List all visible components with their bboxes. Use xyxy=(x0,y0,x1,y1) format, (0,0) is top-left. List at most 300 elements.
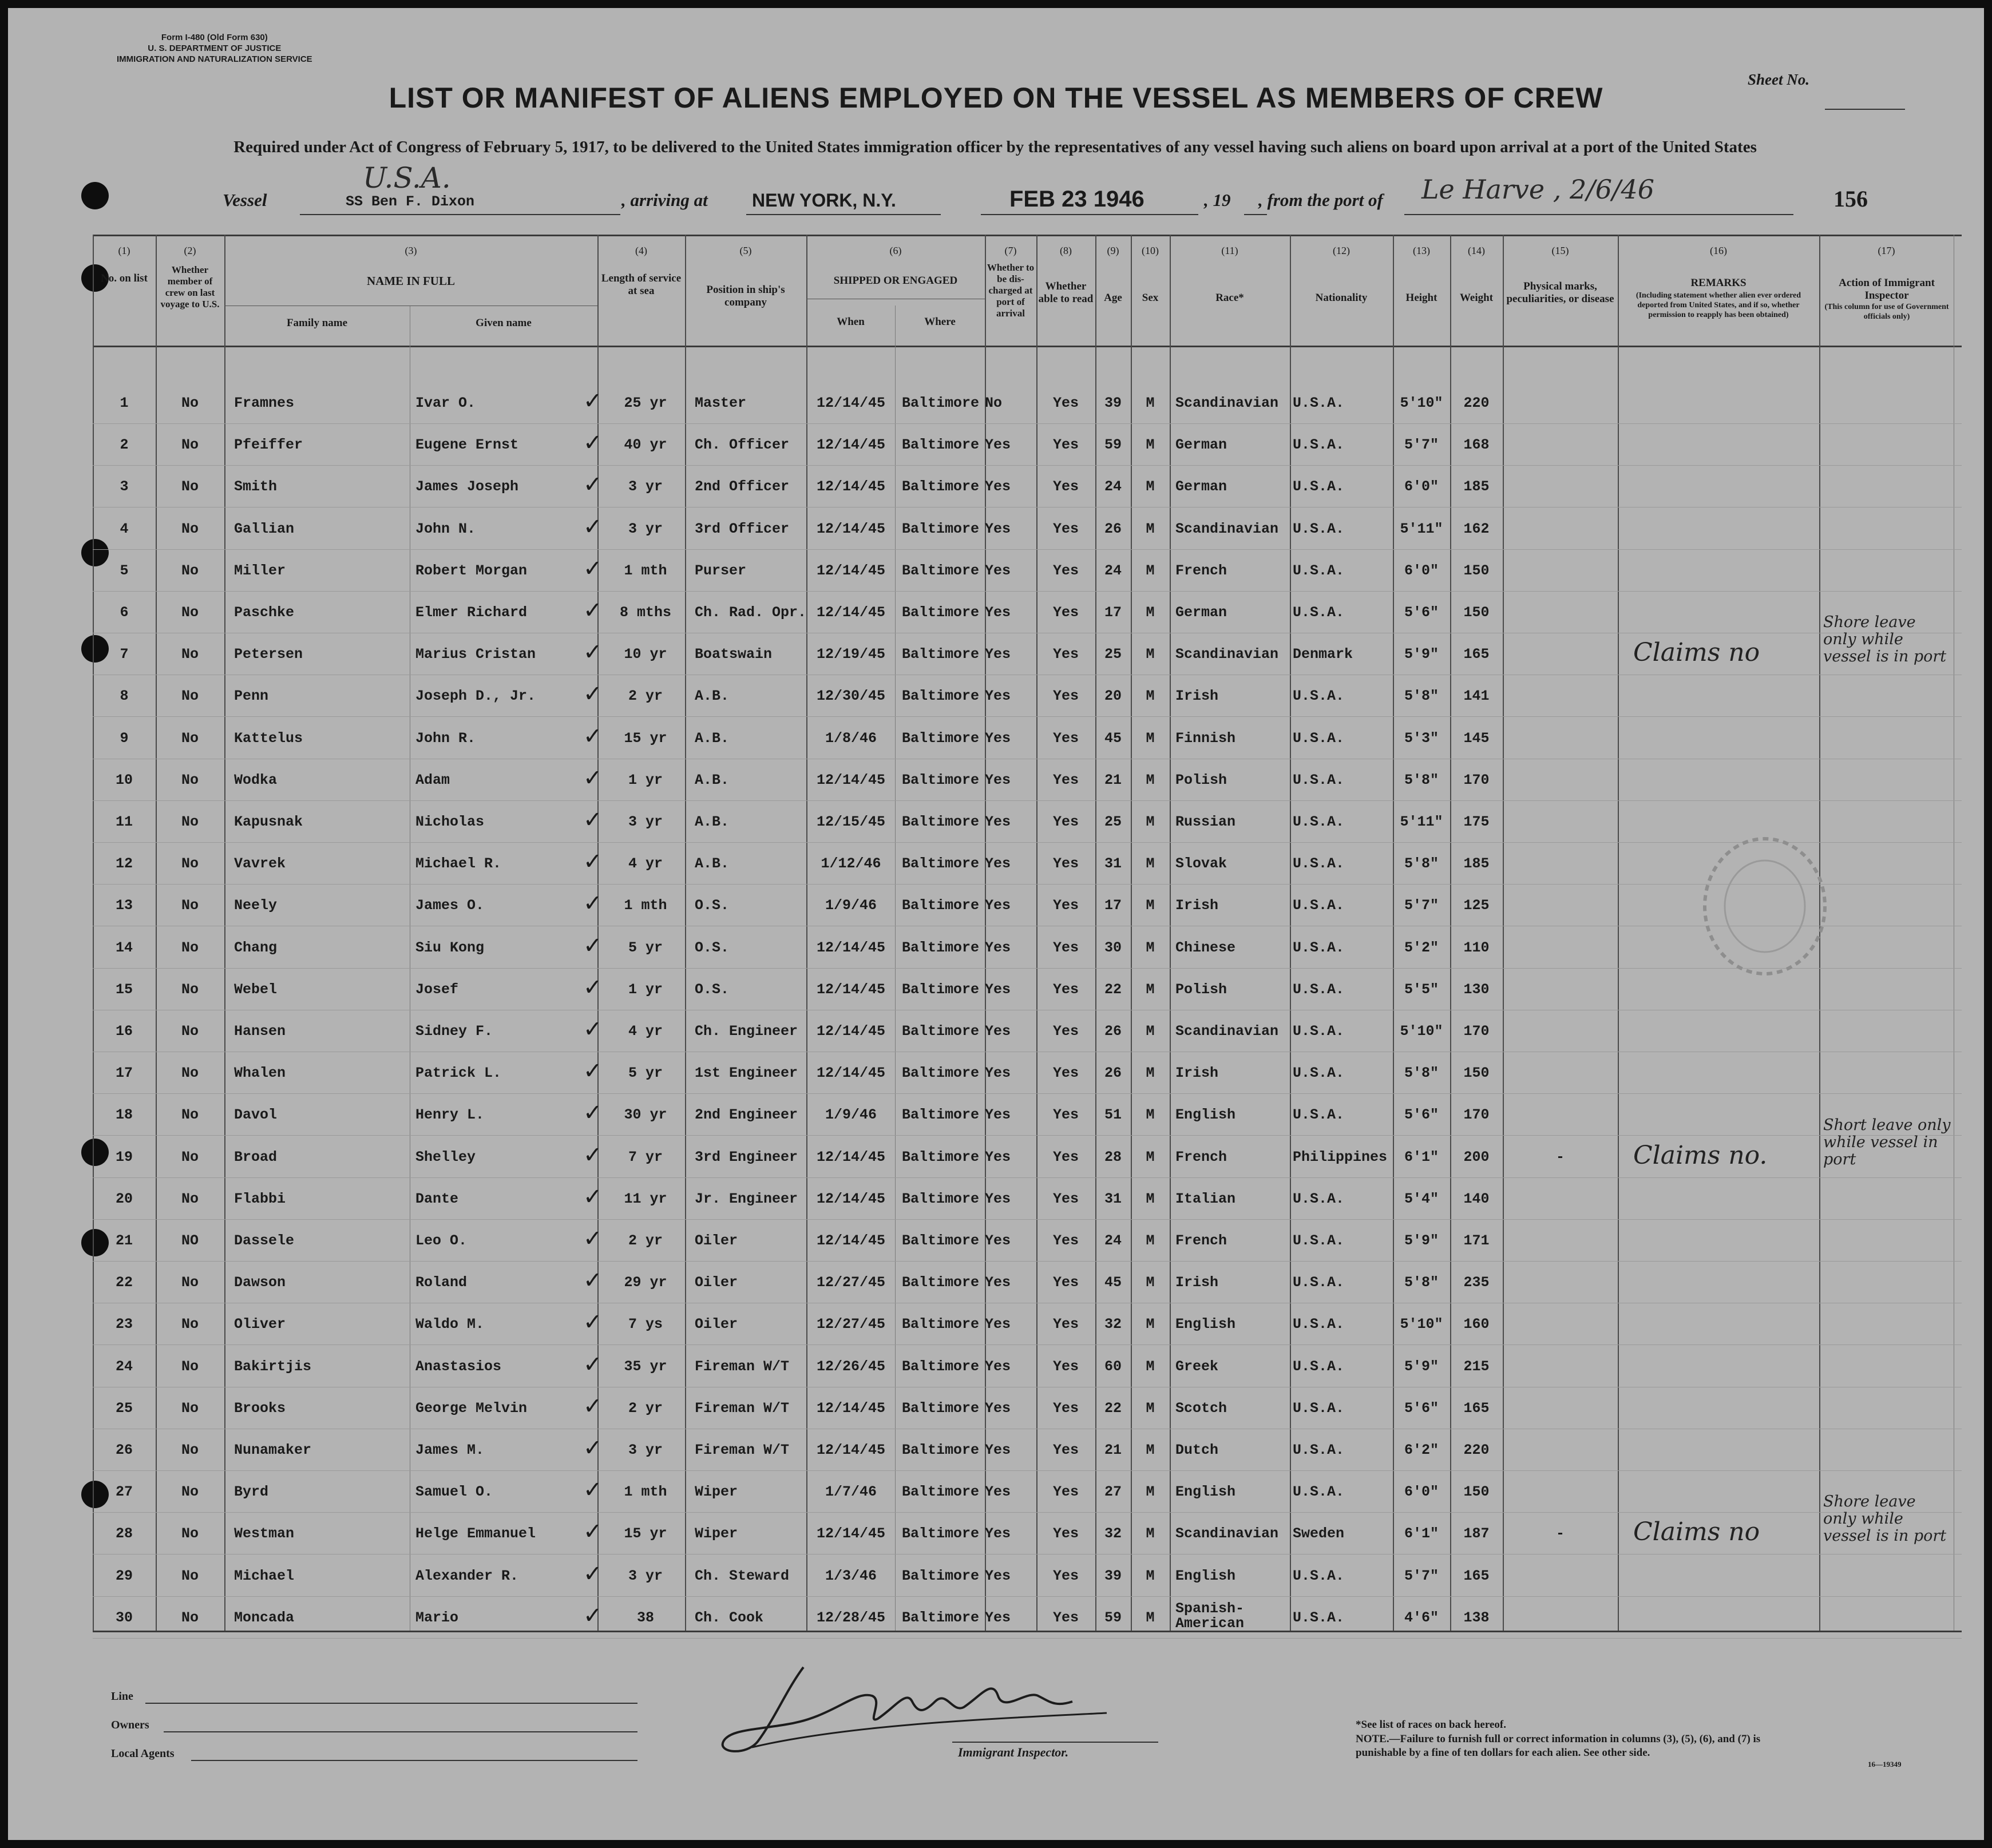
cell-read: Yes xyxy=(1052,1232,1079,1249)
check-mark-icon: ✓ xyxy=(583,1226,603,1252)
cell-prior: No xyxy=(181,1484,199,1500)
header-shipped: SHIPPED OR ENGAGED xyxy=(833,275,958,287)
check-mark-icon: ✓ xyxy=(583,1267,603,1294)
header-name-in-full: NAME IN FULL xyxy=(366,274,455,288)
cell-when: 12/14/45 xyxy=(816,395,886,411)
cell-no: 25 xyxy=(115,1400,133,1417)
cell-when: 12/14/45 xyxy=(816,1023,886,1040)
cell-age: 22 xyxy=(1104,981,1122,998)
row-rule xyxy=(93,1512,1962,1513)
cell-age: 31 xyxy=(1104,1191,1122,1207)
cell-service: 3 yr xyxy=(628,521,663,537)
cell-no: 3 xyxy=(120,478,129,495)
cell-given: Samuel O. xyxy=(415,1484,493,1500)
row-rule xyxy=(93,465,1962,466)
cell-discharged: Yes xyxy=(985,478,1011,495)
cell-service: 2 yr xyxy=(628,1232,663,1249)
cell-nationality: U.S.A. xyxy=(1293,1316,1345,1333)
cell-weight: 185 xyxy=(1463,478,1490,495)
cell-race: French xyxy=(1175,1232,1227,1249)
cell-when: 12/14/45 xyxy=(816,1191,886,1207)
cell-read: Yes xyxy=(1052,814,1079,830)
cell-no: 29 xyxy=(115,1568,133,1584)
cell-height: 5'2" xyxy=(1404,939,1439,956)
cell-family: Webel xyxy=(234,981,278,998)
cell-race: Polish xyxy=(1175,981,1227,998)
year-underline xyxy=(1244,214,1267,215)
form-identifier xyxy=(117,32,312,65)
row-rule xyxy=(93,1470,1962,1471)
inspector-action-handwritten: Shore leave only while vessel is in port xyxy=(1823,1493,1947,1545)
cell-position: Ch. Engineer xyxy=(695,1023,798,1040)
cell-when: 12/19/45 xyxy=(816,646,886,663)
cell-no: 8 xyxy=(120,688,129,704)
check-mark-icon: ✓ xyxy=(583,597,603,624)
vessel-annotation: U.S.A. xyxy=(363,161,451,195)
cell-no: 10 xyxy=(115,772,133,788)
col-number: (11) xyxy=(1221,245,1238,256)
cell-nationality: U.S.A. xyxy=(1293,395,1345,411)
cell-position: Purser xyxy=(695,562,747,579)
cell-read: Yes xyxy=(1052,772,1079,788)
inspector-label: Immigrant Inspector. xyxy=(958,1745,1069,1759)
cell-discharged: Yes xyxy=(985,604,1011,621)
cell-weight: 215 xyxy=(1463,1358,1490,1375)
col-divider xyxy=(224,235,225,1631)
cell-nationality: U.S.A. xyxy=(1293,1107,1345,1123)
cell-prior: No xyxy=(181,981,199,998)
cell-when: 12/14/45 xyxy=(816,437,886,453)
cell-height: 5'8" xyxy=(1404,855,1439,872)
cell-age: 45 xyxy=(1104,1274,1122,1291)
row-rule xyxy=(93,1596,1962,1597)
check-mark-icon: ✓ xyxy=(583,807,603,833)
cell-sex: M xyxy=(1146,1316,1155,1333)
inspector-action-handwritten: Shore leave only while vessel is in port xyxy=(1823,613,1947,665)
cell-weight: 140 xyxy=(1463,1191,1490,1207)
cell-when: 12/14/45 xyxy=(816,478,886,495)
cell-no: 26 xyxy=(115,1442,133,1458)
cell-prior: No xyxy=(181,939,199,956)
cell-discharged: Yes xyxy=(985,437,1011,453)
cell-where: Baltimore xyxy=(902,478,980,495)
cell-where: Baltimore xyxy=(902,1191,980,1207)
cell-prior: No xyxy=(181,1400,199,1417)
cell-weight: 165 xyxy=(1463,646,1490,663)
cell-where: Baltimore xyxy=(902,1107,980,1123)
check-mark-icon: ✓ xyxy=(583,639,603,665)
cell-read: Yes xyxy=(1052,521,1079,537)
cell-prior: No xyxy=(181,897,199,914)
row-rule xyxy=(93,1638,1962,1639)
cell-nationality: U.S.A. xyxy=(1293,437,1345,453)
races-note: *See list of races on back hereof. xyxy=(1356,1719,1506,1731)
cell-height: 5'8" xyxy=(1404,772,1439,788)
owners-label: Owners xyxy=(111,1719,149,1731)
row-rule xyxy=(93,1261,1962,1262)
cell-nationality: U.S.A. xyxy=(1293,521,1345,537)
cell-position: Master xyxy=(695,395,747,411)
cell-discharged: No xyxy=(985,395,1003,411)
cell-where: Baltimore xyxy=(902,646,980,663)
cell-when: 1/12/46 xyxy=(821,855,881,872)
cell-discharged: Yes xyxy=(985,855,1011,872)
cell-where: Baltimore xyxy=(902,981,980,998)
cell-sex: M xyxy=(1146,395,1155,411)
cell-service: 35 yr xyxy=(624,1358,667,1375)
cell-when: 1/7/46 xyxy=(825,1484,877,1500)
cell-nationality: U.S.A. xyxy=(1293,1065,1345,1081)
cell-read: Yes xyxy=(1052,730,1079,747)
cell-sex: M xyxy=(1146,1400,1155,1417)
cell-prior: No xyxy=(181,1191,199,1207)
cell-height: 4'6" xyxy=(1404,1609,1439,1626)
cell-race: Spanish- American xyxy=(1175,1600,1245,1632)
col-number: (5) xyxy=(739,245,752,256)
cell-height: 5'7" xyxy=(1404,437,1439,453)
cell-height: 6'2" xyxy=(1404,1442,1439,1458)
cell-given: Eugene Ernst xyxy=(415,437,519,453)
cell-prior: No xyxy=(181,1442,199,1458)
check-mark-icon: ✓ xyxy=(583,1016,603,1042)
cell-discharged: Yes xyxy=(985,1400,1011,1417)
cell-age: 24 xyxy=(1104,1232,1122,1249)
cell-race: Irish xyxy=(1175,897,1219,914)
requirement-text: Required under Act of Congress of February 5, 1917, to be delivered to the United States immigration officer by the representatives of any vessel having such aliens on board upon arrival at a port of the United States xyxy=(233,138,1757,156)
cell-race: Finnish xyxy=(1175,730,1236,747)
row-rule xyxy=(93,549,1962,550)
cell-sex: M xyxy=(1146,981,1155,998)
cell-race: Scandinavian xyxy=(1175,646,1279,663)
cell-race: French xyxy=(1175,1149,1227,1165)
cell-service: 25 yr xyxy=(624,395,667,411)
cell-prior: No xyxy=(181,1149,199,1165)
cell-position: O.S. xyxy=(695,897,730,914)
cell-where: Baltimore xyxy=(902,562,980,579)
cell-when: 12/26/45 xyxy=(816,1358,886,1375)
cell-nationality: U.S.A. xyxy=(1293,814,1345,830)
col-number: (7) xyxy=(1004,245,1017,256)
cell-nationality: U.S.A. xyxy=(1293,1400,1345,1417)
cell-prior: No xyxy=(181,1274,199,1291)
cell-prior: No xyxy=(181,730,199,747)
cell-discharged: Yes xyxy=(985,730,1011,747)
cell-given: Sidney F. xyxy=(415,1023,493,1040)
cell-nationality: U.S.A. xyxy=(1293,939,1345,956)
cell-given: Marius Cristan xyxy=(415,646,536,663)
cell-given: Ivar O. xyxy=(415,395,476,411)
cell-when: 12/14/45 xyxy=(816,1232,886,1249)
cell-age: 20 xyxy=(1104,688,1122,704)
cell-race: English xyxy=(1175,1484,1236,1500)
cell-sex: M xyxy=(1146,1568,1155,1584)
cell-weight: 160 xyxy=(1463,1316,1490,1333)
cell-discharged: Yes xyxy=(985,1484,1011,1500)
cell-weight: 125 xyxy=(1463,897,1490,914)
cell-position: A.B. xyxy=(695,772,730,788)
cell-sex: M xyxy=(1146,730,1155,747)
cell-read: Yes xyxy=(1052,1065,1079,1081)
cell-weight: 220 xyxy=(1463,395,1490,411)
col-number: (8) xyxy=(1060,245,1072,256)
cell-read: Yes xyxy=(1052,939,1079,956)
cell-where: Baltimore xyxy=(902,1232,980,1249)
cell-prior: No xyxy=(181,395,199,411)
header-race: Race* xyxy=(1215,292,1244,304)
check-mark-icon: ✓ xyxy=(583,430,603,456)
cell-age: 17 xyxy=(1104,604,1122,621)
cell-sex: M xyxy=(1146,897,1155,914)
header-where: Where xyxy=(924,316,956,328)
cell-no: 11 xyxy=(115,814,133,830)
manifest-sheet xyxy=(8,8,1984,1840)
cell-given: Alexander R. xyxy=(415,1568,519,1584)
cell-service: 1 mth xyxy=(624,562,667,579)
cell-where: Baltimore xyxy=(902,1274,980,1291)
cell-weight: 150 xyxy=(1463,604,1490,621)
row-rule xyxy=(93,1093,1962,1094)
cell-family: Nunamaker xyxy=(234,1442,312,1458)
cell-position: Ch. Officer xyxy=(695,437,790,453)
cell-discharged: Yes xyxy=(985,981,1011,998)
cell-given: James O. xyxy=(415,897,485,914)
check-mark-icon: ✓ xyxy=(583,388,603,414)
cell-height: 5'3" xyxy=(1404,730,1439,747)
cell-service: 3 yr xyxy=(628,478,663,495)
row-rule xyxy=(93,800,1962,801)
cell-given: Leo O. xyxy=(415,1232,468,1249)
cell-sex: M xyxy=(1146,772,1155,788)
arrival-port-underline xyxy=(746,214,941,215)
cell-height: 5'8" xyxy=(1404,688,1439,704)
cell-age: 31 xyxy=(1104,855,1122,872)
cell-position: Fireman W/T xyxy=(695,1400,790,1417)
cell-family: Wodka xyxy=(234,772,278,788)
cell-position: Oiler xyxy=(695,1232,738,1249)
vessel-name: SS Ben F. Dixon xyxy=(346,193,475,210)
cell-where: Baltimore xyxy=(902,1568,980,1584)
check-mark-icon: ✓ xyxy=(583,1184,603,1210)
cell-read: Yes xyxy=(1052,1316,1079,1333)
row-rule xyxy=(93,1177,1962,1178)
cell-physical: - xyxy=(1555,1525,1565,1542)
cell-read: Yes xyxy=(1052,855,1079,872)
cell-no: 19 xyxy=(115,1149,133,1165)
cell-sex: M xyxy=(1146,688,1155,704)
cell-nationality: U.S.A. xyxy=(1293,730,1345,747)
department-name: U. S. DEPARTMENT OF JUSTICE xyxy=(148,43,282,53)
line-field xyxy=(145,1703,637,1704)
header-family-name: Family name xyxy=(286,317,348,329)
cell-sex: M xyxy=(1146,1065,1155,1081)
cell-race: Italian xyxy=(1175,1191,1236,1207)
cell-family: Michael xyxy=(234,1568,295,1584)
cell-discharged: Yes xyxy=(985,772,1011,788)
cell-weight: 200 xyxy=(1463,1149,1490,1165)
row-rule xyxy=(93,423,1962,424)
cell-given: Josef xyxy=(415,981,459,998)
cell-where: Baltimore xyxy=(902,1609,980,1626)
cell-where: Baltimore xyxy=(902,688,980,704)
cell-when: 12/27/45 xyxy=(816,1316,886,1333)
cell-nationality: U.S.A. xyxy=(1293,1609,1345,1626)
cell-no: 14 xyxy=(115,939,133,956)
cell-height: 5'6" xyxy=(1404,1107,1439,1123)
cell-race: Scandinavian xyxy=(1175,1525,1279,1542)
cell-nationality: U.S.A. xyxy=(1293,897,1345,914)
cell-nationality: U.S.A. xyxy=(1293,604,1345,621)
header-physical: Physical marks, peculiarities, or disease xyxy=(1506,280,1614,305)
cell-given: Shelley xyxy=(415,1149,476,1165)
cell-position: Oiler xyxy=(695,1316,738,1333)
cell-family: Byrd xyxy=(234,1484,269,1500)
line-label: Line xyxy=(111,1690,133,1703)
cell-position: O.S. xyxy=(695,981,730,998)
cell-when: 12/14/45 xyxy=(816,604,886,621)
cell-weight: 171 xyxy=(1463,1232,1490,1249)
cell-where: Baltimore xyxy=(902,1316,980,1333)
col-number: (15) xyxy=(1551,245,1569,256)
cell-family: Kattelus xyxy=(234,730,303,747)
cell-race: Scandinavian xyxy=(1175,1023,1279,1040)
cell-family: Oliver xyxy=(234,1316,286,1333)
cell-read: Yes xyxy=(1052,646,1079,663)
cell-position: 3rd Engineer xyxy=(695,1149,798,1165)
cell-where: Baltimore xyxy=(902,1065,980,1081)
col-number: (14) xyxy=(1468,245,1485,256)
page-number: 156 xyxy=(1833,186,1868,212)
cell-no: 21 xyxy=(115,1232,133,1249)
inspector-signature xyxy=(706,1656,1141,1770)
cell-height: 5'6" xyxy=(1404,604,1439,621)
cell-weight: 165 xyxy=(1463,1568,1490,1584)
cell-service: 3 yr xyxy=(628,1568,663,1584)
cell-race: French xyxy=(1175,562,1227,579)
check-mark-icon: ✓ xyxy=(583,1142,603,1168)
cell-weight: 165 xyxy=(1463,1400,1490,1417)
inspector-action-handwritten: Short leave only while vessel in port xyxy=(1823,1116,1951,1168)
col-number: (6) xyxy=(889,245,902,256)
cell-sex: M xyxy=(1146,1107,1155,1123)
cell-discharged: Yes xyxy=(985,646,1011,663)
cell-sex: M xyxy=(1146,1442,1155,1458)
cell-discharged: Yes xyxy=(985,1442,1011,1458)
cell-weight: 150 xyxy=(1463,562,1490,579)
cell-read: Yes xyxy=(1052,1525,1079,1542)
check-mark-icon: ✓ xyxy=(583,723,603,749)
cell-position: Wiper xyxy=(695,1484,738,1500)
cell-family: Broad xyxy=(234,1149,278,1165)
cell-discharged: Yes xyxy=(985,814,1011,830)
cell-family: Hansen xyxy=(234,1023,286,1040)
cell-race: Dutch xyxy=(1175,1442,1219,1458)
cell-discharged: Yes xyxy=(985,1065,1011,1081)
cell-where: Baltimore xyxy=(902,395,980,411)
cell-family: Brooks xyxy=(234,1400,286,1417)
col-number: (3) xyxy=(405,245,417,256)
cell-position: 2nd Engineer xyxy=(695,1107,798,1123)
cell-age: 30 xyxy=(1104,939,1122,956)
header-remarks-sub: (Including statement whether alien ever ordered deported from United States, and if so, whether permission to reapply has been obtained) xyxy=(1635,291,1801,319)
check-mark-icon: ✓ xyxy=(583,681,603,707)
cell-given: James M. xyxy=(415,1442,485,1458)
cell-no: 20 xyxy=(115,1191,133,1207)
check-mark-icon: ✓ xyxy=(583,1603,603,1629)
check-mark-icon: ✓ xyxy=(583,933,603,959)
cell-service: 15 yr xyxy=(624,1525,667,1542)
cell-discharged: Yes xyxy=(985,1316,1011,1333)
cell-position: Ch. Cook xyxy=(695,1609,764,1626)
cell-sex: M xyxy=(1146,814,1155,830)
cell-height: 5'7" xyxy=(1404,1568,1439,1584)
cell-given: Elmer Richard xyxy=(415,604,528,621)
sheet-no-label: Sheet No. xyxy=(1748,71,1809,88)
cell-no: 1 xyxy=(120,395,129,411)
cell-sex: M xyxy=(1146,855,1155,872)
cell-where: Baltimore xyxy=(902,855,980,872)
cell-sex: M xyxy=(1146,521,1155,537)
cell-prior: No xyxy=(181,1316,199,1333)
departure-port: Le Harve , 2/6/46 xyxy=(1421,174,1655,205)
cell-height: 6'0" xyxy=(1404,1484,1439,1500)
cell-sex: M xyxy=(1146,1191,1155,1207)
cell-physical: - xyxy=(1555,1149,1565,1165)
cell-where: Baltimore xyxy=(902,437,980,453)
cell-service: 38 xyxy=(636,1609,654,1626)
check-mark-icon: ✓ xyxy=(583,1477,603,1503)
cell-read: Yes xyxy=(1052,897,1079,914)
cell-when: 12/14/45 xyxy=(816,981,886,998)
header-action: Action of Immigrant Inspector xyxy=(1839,277,1935,302)
cell-prior: No xyxy=(181,855,199,872)
cell-service: 2 yr xyxy=(628,1400,663,1417)
cell-position: Ch. Rad. Opr. xyxy=(695,604,807,621)
cell-prior: No xyxy=(181,772,199,788)
cell-prior: No xyxy=(181,1107,199,1123)
cell-family: Smith xyxy=(234,478,278,495)
cell-given: John N. xyxy=(415,521,476,537)
cell-height: 5'5" xyxy=(1404,981,1439,998)
cell-when: 12/30/45 xyxy=(816,688,886,704)
cell-age: 25 xyxy=(1104,814,1122,830)
arrival-date-stamp: FEB 23 1946 xyxy=(1009,187,1144,212)
check-mark-icon: ✓ xyxy=(583,974,603,1001)
cell-given: James Joseph xyxy=(415,478,519,495)
cell-when: 12/14/45 xyxy=(816,1525,886,1542)
cell-discharged: Yes xyxy=(985,688,1011,704)
cell-service: 5 yr xyxy=(628,1065,663,1081)
cell-race: English xyxy=(1175,1568,1236,1584)
cell-read: Yes xyxy=(1052,562,1079,579)
from-port-label: , from the port of xyxy=(1258,190,1383,210)
header-length-service: Length of service at sea xyxy=(601,272,682,297)
cell-when: 1/9/46 xyxy=(825,897,877,914)
cell-position: Oiler xyxy=(695,1274,738,1291)
cell-height: 5'11" xyxy=(1400,814,1443,830)
owners-field xyxy=(164,1731,637,1732)
cell-family: Chang xyxy=(234,939,278,956)
cell-no: 5 xyxy=(120,562,129,579)
cell-nationality: U.S.A. xyxy=(1293,1232,1345,1249)
cell-service: 15 yr xyxy=(624,730,667,747)
table-bottom-border xyxy=(93,1631,1962,1632)
cell-sex: M xyxy=(1146,1232,1155,1249)
cell-when: 12/15/45 xyxy=(816,814,886,830)
cell-family: Petersen xyxy=(234,646,303,663)
cell-given: Dante xyxy=(415,1191,459,1207)
cell-discharged: Yes xyxy=(985,1232,1011,1249)
cell-when: 12/14/45 xyxy=(816,939,886,956)
